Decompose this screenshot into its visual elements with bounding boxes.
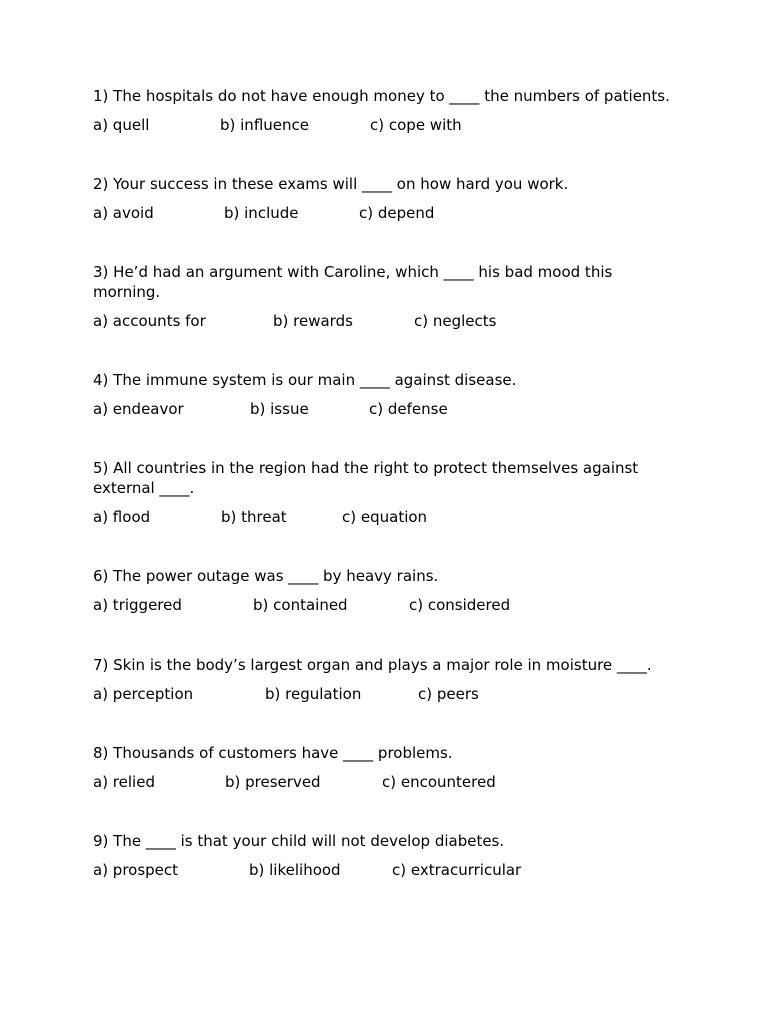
- option-c: c) cope with: [370, 116, 462, 134]
- option-c: c) defense: [369, 400, 448, 418]
- question-8: [93, 743, 683, 792]
- option-b: b) threat: [221, 508, 287, 526]
- option-c: c) encountered: [382, 773, 496, 791]
- option-b: b) issue: [250, 400, 309, 418]
- option-c: c) extracurricular: [392, 861, 522, 879]
- question-2: [93, 174, 683, 223]
- option-a: a) perception: [93, 685, 194, 703]
- question-text: 4) The immune system is our main ____ against disease.: [93, 371, 517, 389]
- option-b: b) regulation: [265, 685, 362, 703]
- option-b: b) contained: [253, 596, 348, 614]
- answer-options: [93, 203, 683, 223]
- option-c: c) equation: [342, 508, 428, 526]
- question-6: [93, 566, 683, 615]
- answer-options: [93, 772, 683, 792]
- option-a: a) triggered: [93, 596, 182, 614]
- option-a: a) prospect: [93, 861, 179, 879]
- option-b: b) likelihood: [249, 861, 341, 879]
- answer-options: [93, 860, 683, 880]
- answer-options: [93, 311, 683, 331]
- question-4: [93, 370, 683, 419]
- question-text: 2) Your success in these exams will ____ on how hard you work.: [93, 175, 569, 193]
- answer-options: [93, 595, 683, 615]
- question-text: 9) The ____ is that your child will not develop diabetes.: [93, 832, 505, 850]
- option-c: c) considered: [409, 596, 511, 614]
- question-text: 3) He’d had an argument with Caroline, which ____ his bad mood this morning.: [93, 263, 613, 301]
- question-5: [93, 458, 683, 527]
- option-b: b) rewards: [273, 312, 353, 330]
- question-1: [93, 86, 683, 135]
- option-b: b) influence: [220, 116, 309, 134]
- answer-options: [93, 507, 683, 527]
- answer-options: [93, 115, 683, 135]
- option-a: a) flood: [93, 508, 151, 526]
- question-7: [93, 655, 683, 704]
- question-3: [93, 262, 683, 331]
- question-text: 8) Thousands of customers have ____ problems.: [93, 744, 453, 762]
- option-c: c) depend: [359, 204, 435, 222]
- question-9: [93, 831, 683, 880]
- option-c: c) neglects: [414, 312, 497, 330]
- option-a: a) avoid: [93, 204, 154, 222]
- question-text: 7) Skin is the body’s largest organ and plays a major role in moisture ____.: [93, 656, 652, 674]
- option-b: b) preserved: [225, 773, 321, 791]
- question-text: 5) All countries in the region had the right to protect themselves against external ____.: [93, 459, 639, 497]
- answer-options: [93, 399, 683, 419]
- option-a: a) relied: [93, 773, 155, 791]
- option-a: a) endeavor: [93, 400, 184, 418]
- option-a: a) accounts for: [93, 312, 206, 330]
- option-a: a) quell: [93, 116, 150, 134]
- option-b: b) include: [224, 204, 299, 222]
- option-c: c) peers: [418, 685, 479, 703]
- question-text: 6) The power outage was ____ by heavy rains.: [93, 567, 439, 585]
- worksheet-page: [93, 86, 683, 880]
- answer-options: [93, 684, 683, 704]
- question-text: 1) The hospitals do not have enough money to ____ the numbers of patients.: [93, 87, 670, 105]
